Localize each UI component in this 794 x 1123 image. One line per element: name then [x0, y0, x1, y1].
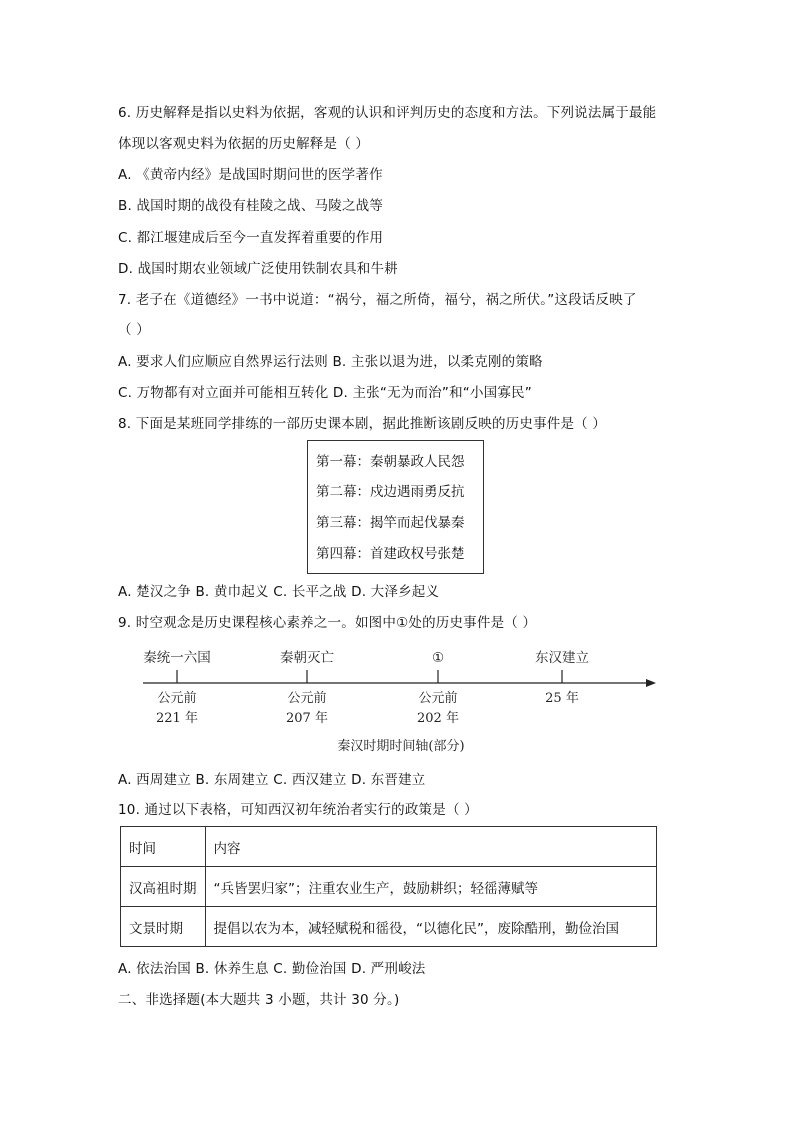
- timeline-event-2: 秦朝灭亡: [280, 650, 334, 666]
- timeline-date-1-a: 公元前: [157, 691, 197, 706]
- timeline-event-4: 东汉建立: [535, 650, 589, 666]
- timeline-date-3-b: 202 年: [417, 711, 459, 726]
- q9-options: A. 西周建立 B. 东周建立 C. 西汉建立 D. 东晋建立: [118, 772, 426, 788]
- q6-option-d: D. 战国时期农业领域广泛使用铁制农具和牛耕: [118, 261, 398, 277]
- q10-policy-table: [120, 826, 657, 947]
- timeline-date-2-b: 207 年: [286, 711, 328, 726]
- q8-scene-4: 第四幕：首建政权号张楚: [316, 546, 465, 562]
- table-cell-content: 提倡以农为本，减轻赋税和徭役，“以德化民”，废除酷刑，勤俭治国: [205, 907, 657, 947]
- table-cell-period: 汉高祖时期: [121, 867, 206, 907]
- timeline-date-2-a: 公元前: [287, 691, 327, 706]
- timeline-event-3: ①: [431, 650, 445, 666]
- q9-stem: 9. 时空观念是历史课程核心素养之一。如图中①处的历史事件是（ ）: [118, 615, 537, 631]
- q10-options: A. 依法治国 B. 休养生息 C. 勤俭治国 D. 严刑峻法: [118, 961, 426, 977]
- q8-scene-2: 第二幕：戍边遇雨勇反抗: [316, 484, 465, 500]
- q6-stem-line2: 体现以客观史料为依据的历史解释是（ ）: [118, 136, 370, 152]
- q10-stem: 10. 通过以下表格，可知西汉初年统治者实行的政策是（ ）: [118, 802, 478, 818]
- q8-options: A. 楚汉之争 B. 黄巾起义 C. 长平之战 D. 大泽乡起义: [118, 584, 440, 600]
- q8-scene-3: 第三幕：揭竿而起伐暴秦: [316, 515, 465, 531]
- q7-stem-line2: （ ）: [118, 322, 150, 338]
- table-row: [121, 867, 657, 907]
- table-cell-period: 文景时期: [121, 907, 206, 947]
- table-header-time: 时间: [121, 827, 206, 867]
- timeline-event-1: 秦统一六国: [143, 650, 211, 666]
- timeline-arrow-icon: [646, 679, 656, 687]
- q7-options-line2: C. 万物都有对立面并可能相互转化 D. 主张“无为而治”和“小国寡民”: [118, 385, 532, 401]
- table-header-content: 内容: [205, 827, 657, 867]
- q8-scene-1: 第一幕：秦朝暴政人民怨: [316, 454, 465, 470]
- q9-timeline: [130, 642, 670, 757]
- q6-stem-line1: 6. 历史解释是指以史料为依据，客观的认识和评判历史的态度和方法。下列说法属于最能: [118, 105, 657, 121]
- q8-stem: 8. 下面是某班同学排练的一部历史课本剧，据此推断该剧反映的历史事件是（ ）: [118, 416, 607, 432]
- q6-option-b: B. 战国时期的战役有桂陵之战、马陵之战等: [118, 198, 384, 214]
- timeline-ticks: [177, 670, 562, 683]
- q6-option-a: A. 《黄帝内经》是战国时期问世的医学著作: [118, 167, 383, 183]
- timeline-date-4-b: 25 年: [545, 691, 579, 706]
- section2-title: 二、非选择题(本大题共 3 小题，共计 30 分。): [118, 992, 400, 1008]
- table-header-row: [121, 827, 657, 867]
- q8-script-box: [307, 440, 484, 574]
- table-row: [121, 907, 657, 947]
- q7-options-line1: A. 要求人们应顺应自然界运行法则 B. 主张以退为进，以柔克刚的策略: [118, 354, 543, 370]
- timeline-caption: 秦汉时期时间轴(部分): [337, 739, 465, 754]
- q7-stem-line1: 7. 老子在《道德经》一书中说道：“祸兮，福之所倚，福兮，祸之所伏。”这段话反映了: [118, 292, 637, 308]
- timeline-date-1-b: 221 年: [156, 711, 198, 726]
- timeline-date-3-a: 公元前: [418, 691, 458, 706]
- table-cell-content: “兵皆罢归家”；注重农业生产，鼓励耕织；轻徭薄赋等: [205, 867, 657, 907]
- q6-option-c: C. 都江堰建成后至今一直发挥着重要的作用: [118, 230, 384, 246]
